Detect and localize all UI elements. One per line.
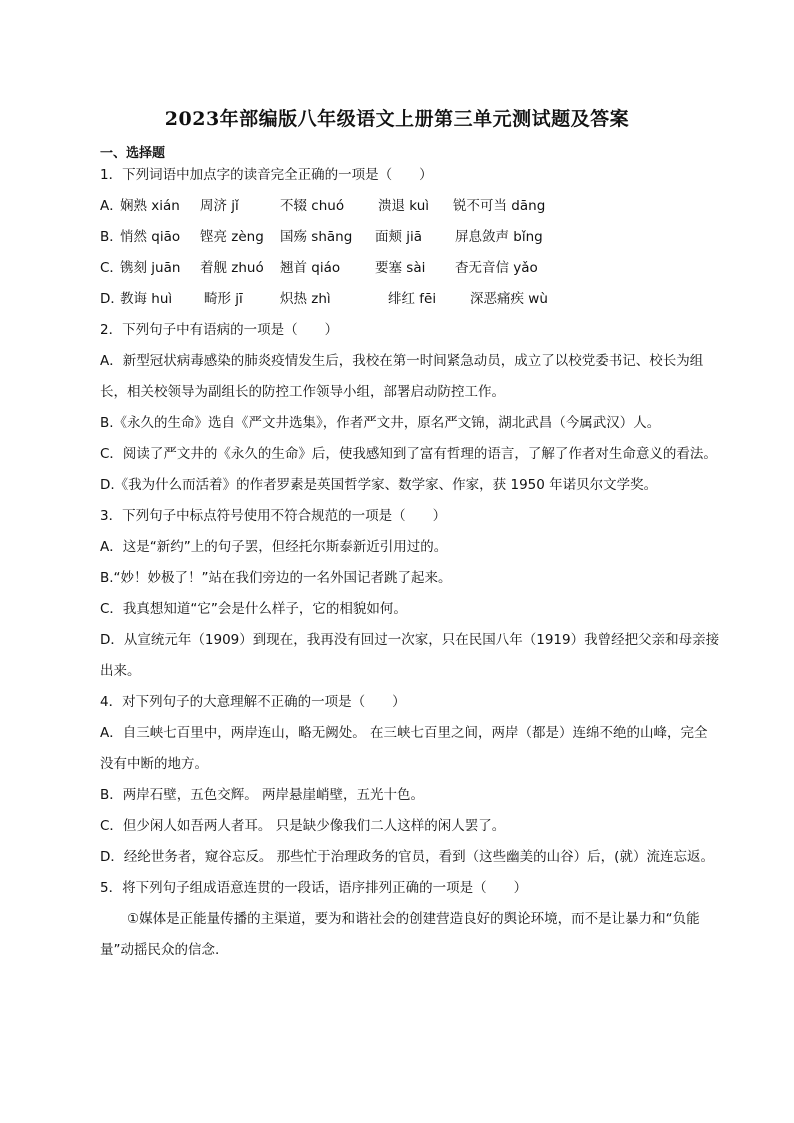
question-1-stem: 1．下列词语中加点字的读音完全正确的一项是（ ） (100, 167, 433, 183)
question-4-option-c: C．但少闲人如吾两人者耳。 只是缺少像我们二人这样的闲人罢了。 (100, 818, 506, 834)
option-item: 翘首 qiáo (280, 260, 341, 276)
question-1-option-c (100, 253, 720, 284)
option-item: 不辍 chuó (280, 198, 345, 214)
question-3-option-c: C．我真想知道“它”会是什么样子，它的相貌如何。 (100, 601, 407, 617)
option-item: 深恶痛疾 wù (470, 291, 548, 307)
option-item: 炽热 zhì (280, 291, 331, 307)
question-2-option-d: D.《我为什么而活着》的作者罗素是英国哲学家、数学家、作家，获 1950 年诺贝尔文学奖。 (100, 477, 658, 493)
question-4-option-b: B．两岸石壁，五色交辉。 两岸悬崖峭壁，五光十色。 (100, 787, 425, 803)
question-2-option-c: C．阅读了严文井的《永久的生命》后，使我感知到了富有哲理的语言，了解了作者对生命意义的看法。 (100, 446, 717, 462)
question-5-sentence-1: ①媒体是正能量传播的主渠道，要为和谐社会的创建营造良好的舆论环境，而不是让暴力和“负能量”动摇民众的信念. (100, 911, 700, 958)
option-item: 国殇 shāng (280, 229, 353, 245)
question-2-stem: 2．下列句子中有语病的一项是（ ） (100, 322, 339, 338)
option-item: 屏息敛声 bǐng (455, 229, 543, 245)
question-4-option-a: A．自三峡七百里中，两岸连山，略无阙处。 在三峡七百里之间，两岸（都是）连绵不绝的山峰，完全没有中断的地方。 (100, 725, 708, 772)
option-item: 周济 jǐ (200, 198, 239, 214)
option-item: 锐不可当 dāng (453, 198, 546, 214)
option-item: 绯红 fēi (388, 291, 437, 307)
question-2-option-a: A．新型冠状病毒感染的肺炎疫情发生后，我校在第一时间紧急动员，成立了以校党委书记、校长为组长，相关校领导为副组长的防控工作领导小组，部署启动防控工作。 (100, 353, 704, 400)
question-5-stem: 5．将下列句子组成语意连贯的一段话，语序排列正确的一项是（ ） (100, 880, 528, 896)
question-2-option-b: B.《永久的生命》选自《严文井选集》，作者严文井，原名严文锦，湖北武昌（今属武汉）人。 (100, 415, 661, 431)
page-title: 2023年部编版八年级语文上册第三单元测试题及答案 (164, 108, 630, 130)
option-item: 镌刻 juān (120, 260, 181, 276)
question-4-stem: 4．对下列句子的大意理解不正确的一项是（ ） (100, 694, 406, 710)
question-3-option-b: B.“妙！妙极了！”站在我们旁边的一名外国记者跳了起来。 (100, 570, 452, 586)
option-item: 着舰 zhuó (200, 260, 264, 276)
option-item: 娴熟 xián (120, 198, 180, 214)
option-item: 杳无音信 yǎo (455, 260, 538, 276)
option-item: 溃退 kuì (378, 198, 430, 214)
question-3-stem: 3．下列句子中标点符号使用不符合规范的一项是（ ） (100, 508, 447, 524)
option-label: A． (100, 198, 123, 214)
question-3-option-d: D．从宣统元年（1909）到现在，我再没有回过一次家，只在民国八年（1919）我曾经把父亲和母亲接出来。 (100, 632, 720, 679)
question-3-option-a: A．这是“新约”上的句子罢，但经托尔斯泰新近引用过的。 (100, 539, 448, 555)
option-item: 要塞 sài (375, 260, 426, 276)
option-label: B． (100, 229, 123, 245)
question-4-option-d: D．经纶世务者，窥谷忘反。 那些忙于治理政务的官员，看到（这些幽美的山谷）后，(就）流连忘返。 (100, 849, 714, 865)
option-item: 教诲 huì (120, 291, 173, 307)
question-1-option-d (100, 284, 720, 315)
option-item: 悄然 qiāo (120, 229, 181, 245)
option-label: C． (100, 260, 123, 276)
option-item: 畸形 jī (204, 291, 243, 307)
questions-body (100, 160, 720, 966)
option-label: D． (100, 291, 124, 307)
question-1-option-b (100, 222, 720, 253)
option-item: 面颊 jiā (375, 229, 423, 245)
question-1-option-a (100, 191, 720, 222)
option-item: 铿亮 zèng (200, 229, 264, 245)
section-heading: 一、选择题 (100, 146, 166, 161)
